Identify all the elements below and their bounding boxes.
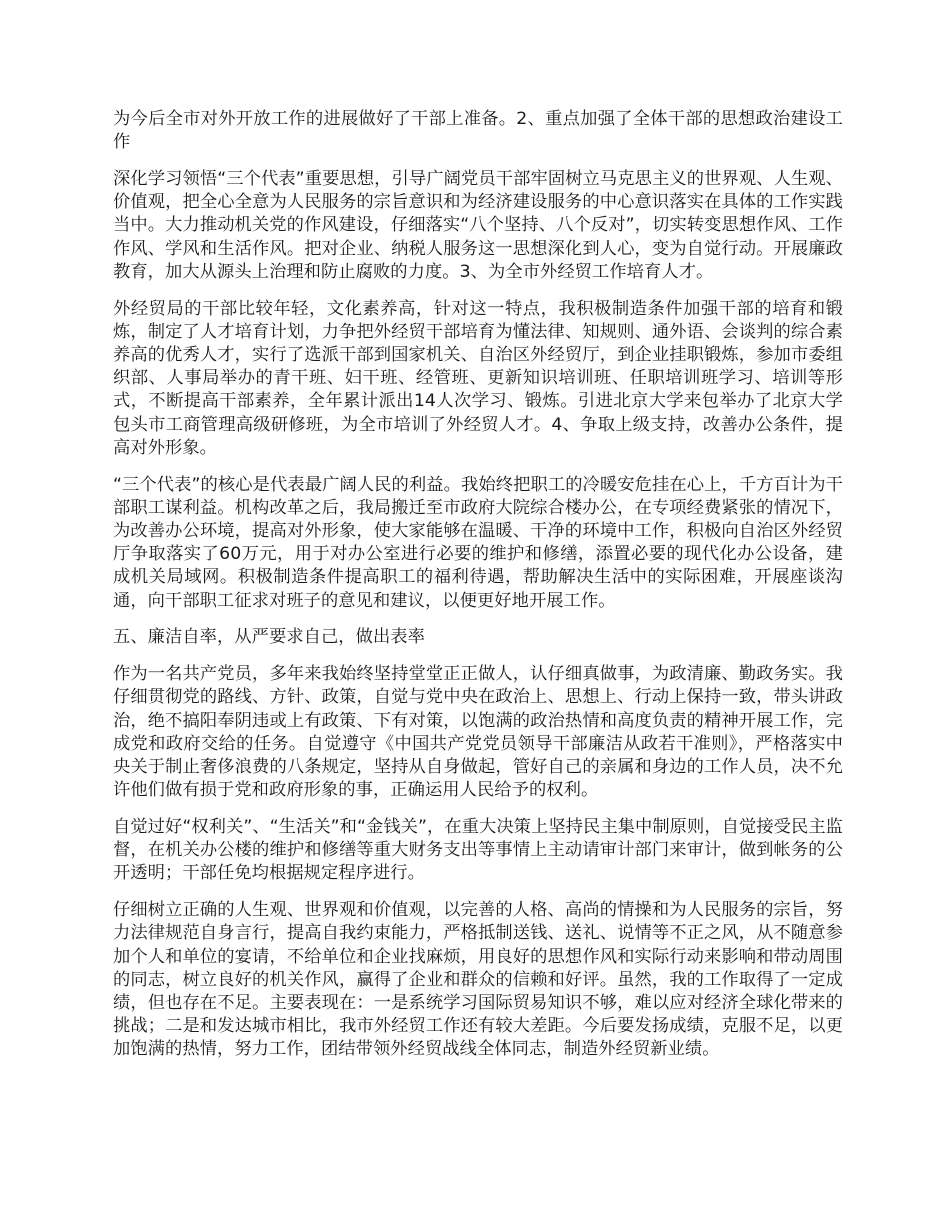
section-heading-integrity: 五、廉洁自率，从严要求自己，做出表率 [113,627,425,648]
paragraph-intro-continuation: 为今后全市对外开放工作的进展做好了干部上准备。2、重点加强了全体干部的思想政治建设工作 [113,109,843,153]
document-body [113,108,843,1075]
paragraph-three-checks: 自觉过好“权利关”、“生活关”和“金钱关”，在重大决策上坚持民主集中制原则，自觉接受民主监督，在机关办公楼的维护和修缮等重大财务支出等事情上主动请审计部门来审计，做到帐务的公开透明；干部任免均根据规定程序进行。 [113,817,843,884]
paragraph-conclusion: 仔细树立正确的人生观、世界观和价值观，以完善的人格、高尚的情操和为人民服务的宗旨，努力法律规范自身言行，提高自我约束能力，严格抵制送钱、送礼、说情等不正之风，从不随意参加个人和单位的宴请，不给单位和企业找麻烦，用良好的思想作风和实际行动来影响和带动周围的同志，树立良好的机关作风，赢得了企业和群众的信赖和好评。虽然，我的工作取得了一定成绩，但也存在不足。主要表现在：一是系统学习国际贸易知识不够，难以应对经济全球化带来的挑战；二是和发达城市相比，我市外经贸工作还有较大差距。今后要发扬成绩，克服不足，以更加饱满的热情，努力工作，团结带领外经贸战线全体同志，制造外经贸新业绩。 [113,900,843,1060]
paragraph-political-study: 深化学习领悟“三个代表”重要思想，引导广阔党员干部牢固树立马克思主义的世界观、人生观、价值观，把全心全意为人民服务的宗旨意识和为经济建设服务的中心意识落实在具体的工作实践当中。大力推动机关党的作风建设，仔细落实“八个坚持、八个反对”，切实转变思想作风、工作作风、学风和生活作风。把对企业、纳税人服务这一思想深化到人心，变为自觉行动。开展廉政教育，加大从源头上治理和防止腐败的力度。3、为全市外经贸工作培育人才。 [113,169,843,282]
paragraph-party-member-conduct: 作为一名共产党员，多年来我始终坚持堂堂正正做人，认仔细真做事，为政清廉、勤政务实。我仔细贯彻党的路线、方针、政策，自觉与党中央在政治上、思想上、行动上保持一致，带头讲政治，绝不搞阳奉阴违或上有政策、下有对策，以饱满的政治热情和高度负责的精神开展工作，完成党和政府交给的任务。自觉遵守《中国共产党党员领导干部廉洁从政若干准则》，严格落实中央关于制止奢侈浪费的八条规定，坚持从自身做起，管好自己的亲属和身边的工作人员，决不允许他们做有损于党和政府形象的事，正确运用人民给予的权利。 [113,664,843,801]
paragraph-talent-training: 外经贸局的干部比较年轻，文化素养高，针对这一特点，我积极制造条件加强干部的培育和锻炼，制定了人才培育计划，力争把外经贸干部培育为懂法律、知规则、通外语、会谈判的综合素养高的优秀人才，实行了选派干部到国家机关、自治区外经贸厅，到企业挂职锻炼，参加市委组织部、人事局举办的青干班、妇干班、经管班、更新知识培训班、任职培训班学习、培训等形式，不断提高干部素养，全年累计派出14人次学习、锻炼。引进北京大学来包举办了北京大学包头市工商管理高级研修班，为全市培训了外经贸人才。4、争取上级支持，改善办公条件，提高对外形象。 [113,298,843,458]
paragraph-staff-welfare: “三个代表”的核心是代表最广阔人民的利益。我始终把职工的冷暖安危挂在心上，千方百计为干部职工谋利益。机构改革之后，我局搬迁至市政府大院综合楼办公，在专项经费紧张的情况下，为改善办公环境，提高对外形象，使大家能够在温暖、干净的环境中工作，积极向自治区外经贸厅争取落实了60万元，用于对办公室进行必要的维护和修缮，添置必要的现代化办公设备，建成机关局域网。积极制造条件提高职工的福利待遇，帮助解决生活中的实际困难，开展座谈沟通，向干部职工征求对班子的意见和建议，以便更好地开展工作。 [113,474,843,611]
